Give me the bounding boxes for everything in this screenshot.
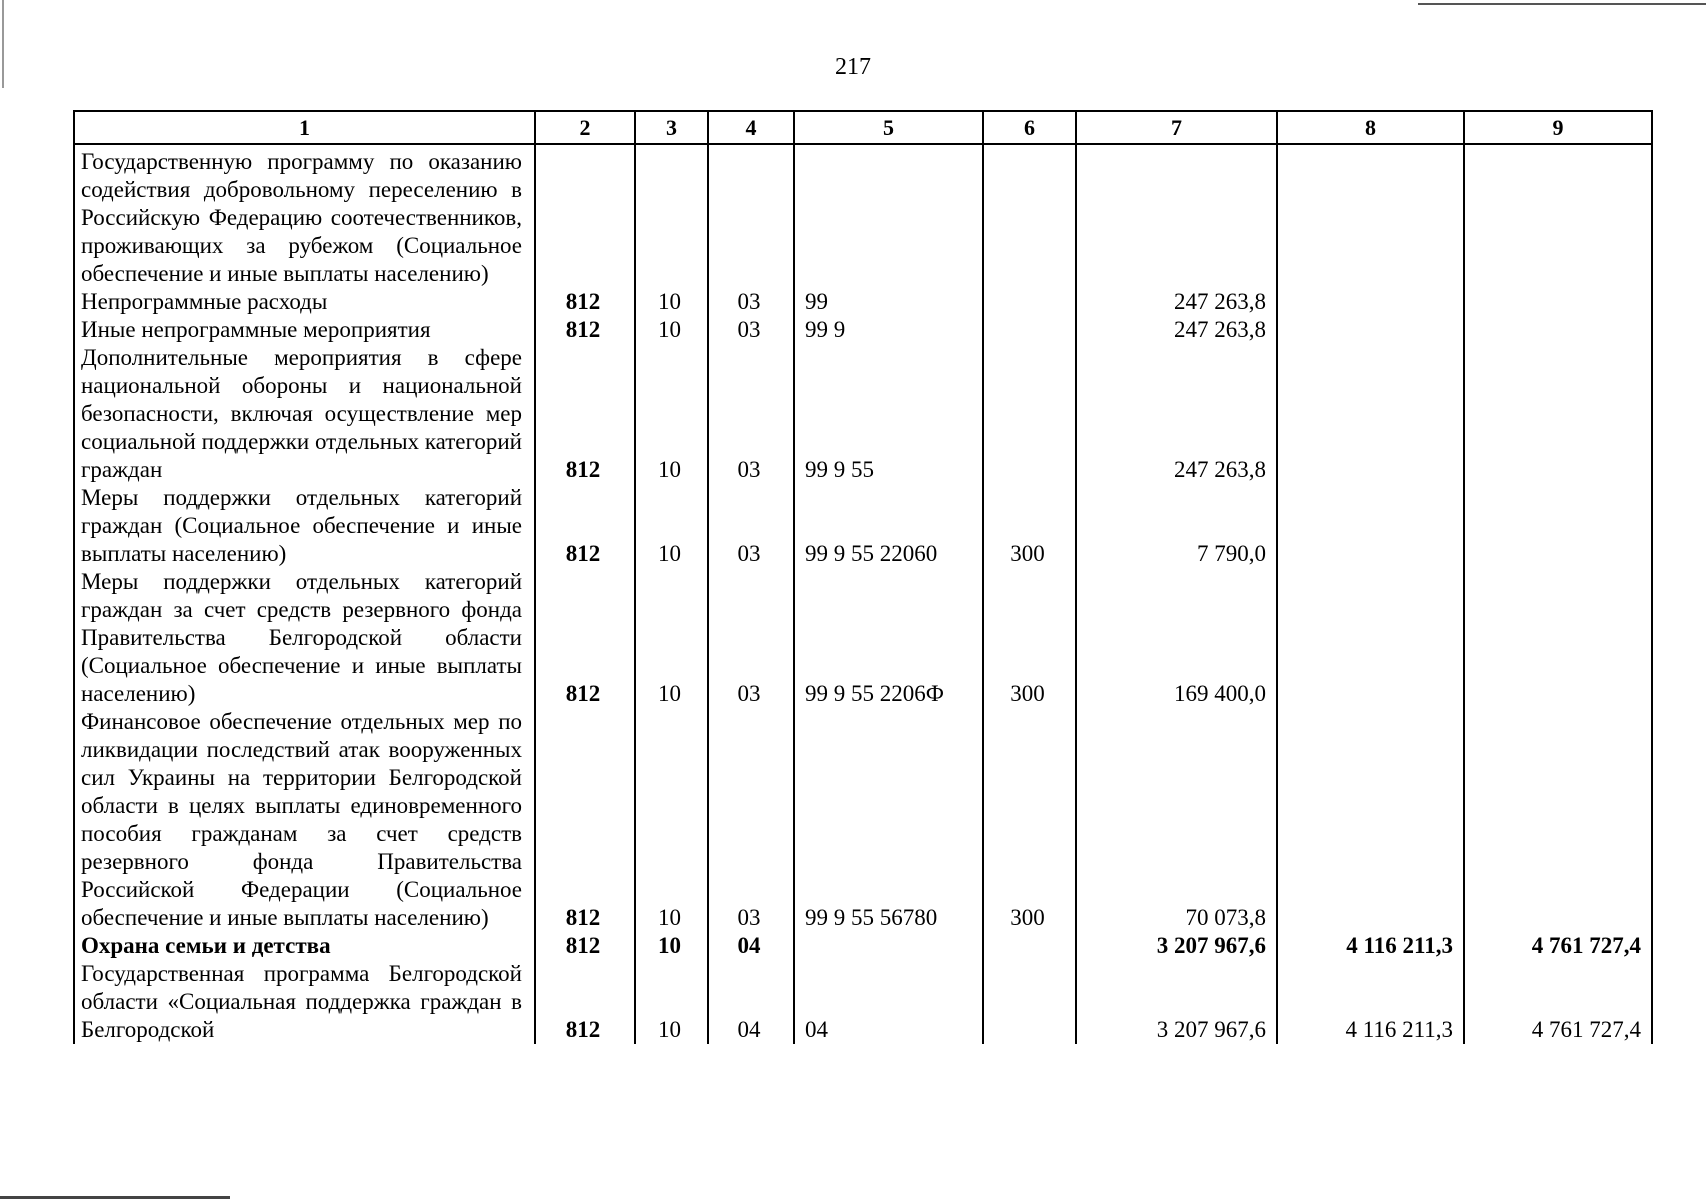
cell-amount-col7: 247 263,8 <box>1076 344 1277 484</box>
cell-amount-col8 <box>1277 288 1464 316</box>
cell-ministry-code: 812 <box>535 288 635 316</box>
cell-subsection: 04 <box>708 932 794 960</box>
column-header-9: 9 <box>1464 111 1652 144</box>
cell-name: Охрана семьи и детства <box>74 932 535 960</box>
cell-subsection: 03 <box>708 316 794 344</box>
table-row <box>74 144 1652 288</box>
cell-amount-col7: 3 207 967,6 <box>1076 960 1277 1044</box>
cell-expense-type <box>983 288 1076 316</box>
page-number: 217 <box>835 54 871 80</box>
cell-section: 10 <box>635 484 708 568</box>
cell-name: Государственную программу по оказанию содействия добровольному переселению в Российскую Федерацию соотечественников, проживающих за рубежом (Социальное обеспечение и иные выплаты населению) <box>74 144 535 288</box>
table-header-row <box>74 111 1652 144</box>
cell-amount-col9: 4 761 727,4 <box>1464 932 1652 960</box>
cell-amount-col8: 4 116 211,3 <box>1277 960 1464 1044</box>
cell-subsection: 03 <box>708 288 794 316</box>
cell-target-article: 99 9 55 22060 <box>794 484 983 568</box>
cell-expense-type <box>983 344 1076 484</box>
cell-section: 10 <box>635 932 708 960</box>
cell-expense-type: 300 <box>983 708 1076 932</box>
cell-name: Финансовое обеспечение отдельных мер по ликвидации последствий атак вооруженных сил Украины на территории Белгородской области в целях выплаты единовременного пособия гражданам за счет средств резервного фонда Правительства Российской Федерации (Социальное обеспечение и иные выплаты населению) <box>74 708 535 932</box>
cell-expense-type: 300 <box>983 568 1076 708</box>
cell-expense-type <box>983 932 1076 960</box>
cell-ministry-code: 812 <box>535 344 635 484</box>
table-row <box>74 568 1652 708</box>
cell-section: 10 <box>635 568 708 708</box>
cell-target-article: 99 9 <box>794 316 983 344</box>
cell-amount-col7: 3 207 967,6 <box>1076 932 1277 960</box>
cell-amount-col9 <box>1464 288 1652 316</box>
cell-amount-col9 <box>1464 484 1652 568</box>
cell-name: Меры поддержки отдельных категорий граждан (Социальное обеспечение и иные выплаты населению) <box>74 484 535 568</box>
cell-target-article <box>794 932 983 960</box>
scan-edge-bottom <box>0 1196 230 1199</box>
cell-amount-col8 <box>1277 316 1464 344</box>
cell-section <box>635 144 708 288</box>
cell-ministry-code: 812 <box>535 708 635 932</box>
cell-ministry-code: 812 <box>535 316 635 344</box>
cell-section: 10 <box>635 344 708 484</box>
cell-amount-col9 <box>1464 344 1652 484</box>
cell-amount-col9 <box>1464 316 1652 344</box>
cell-expense-type <box>983 144 1076 288</box>
cell-target-article: 99 <box>794 288 983 316</box>
cell-section: 10 <box>635 960 708 1044</box>
table-row <box>74 344 1652 484</box>
column-header-6: 6 <box>983 111 1076 144</box>
cell-name: Государственная программа Белгородской области «Социальная поддержка граждан в Белгородской <box>74 960 535 1044</box>
cell-amount-col9 <box>1464 708 1652 932</box>
column-header-5: 5 <box>794 111 983 144</box>
cell-ministry-code: 812 <box>535 484 635 568</box>
cell-name: Иные непрограммные мероприятия <box>74 316 535 344</box>
column-header-7: 7 <box>1076 111 1277 144</box>
cell-target-article: 99 9 55 2206Ф <box>794 568 983 708</box>
table-body <box>74 144 1652 1044</box>
cell-ministry-code <box>535 144 635 288</box>
cell-section: 10 <box>635 708 708 932</box>
scan-edge-top <box>1418 3 1706 5</box>
table-row <box>74 288 1652 316</box>
cell-target-article <box>794 144 983 288</box>
cell-amount-col8: 4 116 211,3 <box>1277 932 1464 960</box>
cell-amount-col9 <box>1464 568 1652 708</box>
table-row <box>74 484 1652 568</box>
budget-table <box>73 110 1653 1044</box>
cell-subsection: 03 <box>708 568 794 708</box>
cell-section: 10 <box>635 288 708 316</box>
cell-subsection <box>708 144 794 288</box>
cell-target-article: 99 9 55 <box>794 344 983 484</box>
cell-target-article: 04 <box>794 960 983 1044</box>
column-header-1: 1 <box>74 111 535 144</box>
cell-subsection: 03 <box>708 344 794 484</box>
cell-amount-col8 <box>1277 344 1464 484</box>
cell-amount-col8 <box>1277 568 1464 708</box>
cell-expense-type <box>983 960 1076 1044</box>
cell-amount-col7: 7 790,0 <box>1076 484 1277 568</box>
cell-expense-type <box>983 316 1076 344</box>
table-row <box>74 316 1652 344</box>
column-header-4: 4 <box>708 111 794 144</box>
column-header-2: 2 <box>535 111 635 144</box>
cell-ministry-code: 812 <box>535 932 635 960</box>
table-row <box>74 960 1652 1044</box>
table-row <box>74 932 1652 960</box>
cell-expense-type: 300 <box>983 484 1076 568</box>
cell-name: Дополнительные мероприятия в сфере национальной обороны и национальной безопасности, включая осуществление мер социальной поддержки отдельных категорий граждан <box>74 344 535 484</box>
cell-name: Непрограммные расходы <box>74 288 535 316</box>
cell-amount-col7: 247 263,8 <box>1076 288 1277 316</box>
column-header-3: 3 <box>635 111 708 144</box>
cell-amount-col7: 247 263,8 <box>1076 316 1277 344</box>
cell-subsection: 03 <box>708 484 794 568</box>
column-header-8: 8 <box>1277 111 1464 144</box>
cell-ministry-code: 812 <box>535 960 635 1044</box>
cell-amount-col8 <box>1277 708 1464 932</box>
cell-amount-col7: 169 400,0 <box>1076 568 1277 708</box>
cell-section: 10 <box>635 316 708 344</box>
cell-subsection: 03 <box>708 708 794 932</box>
cell-amount-col7: 70 073,8 <box>1076 708 1277 932</box>
cell-amount-col8 <box>1277 144 1464 288</box>
cell-amount-col8 <box>1277 484 1464 568</box>
cell-target-article: 99 9 55 56780 <box>794 708 983 932</box>
cell-name: Меры поддержки отдельных категорий граждан за счет средств резервного фонда Правительства Белгородской области (Социальное обеспечение и иные выплаты населению) <box>74 568 535 708</box>
cell-amount-col9 <box>1464 144 1652 288</box>
cell-subsection: 04 <box>708 960 794 1044</box>
cell-amount-col7 <box>1076 144 1277 288</box>
table-row <box>74 708 1652 932</box>
cell-amount-col9: 4 761 727,4 <box>1464 960 1652 1044</box>
cell-ministry-code: 812 <box>535 568 635 708</box>
